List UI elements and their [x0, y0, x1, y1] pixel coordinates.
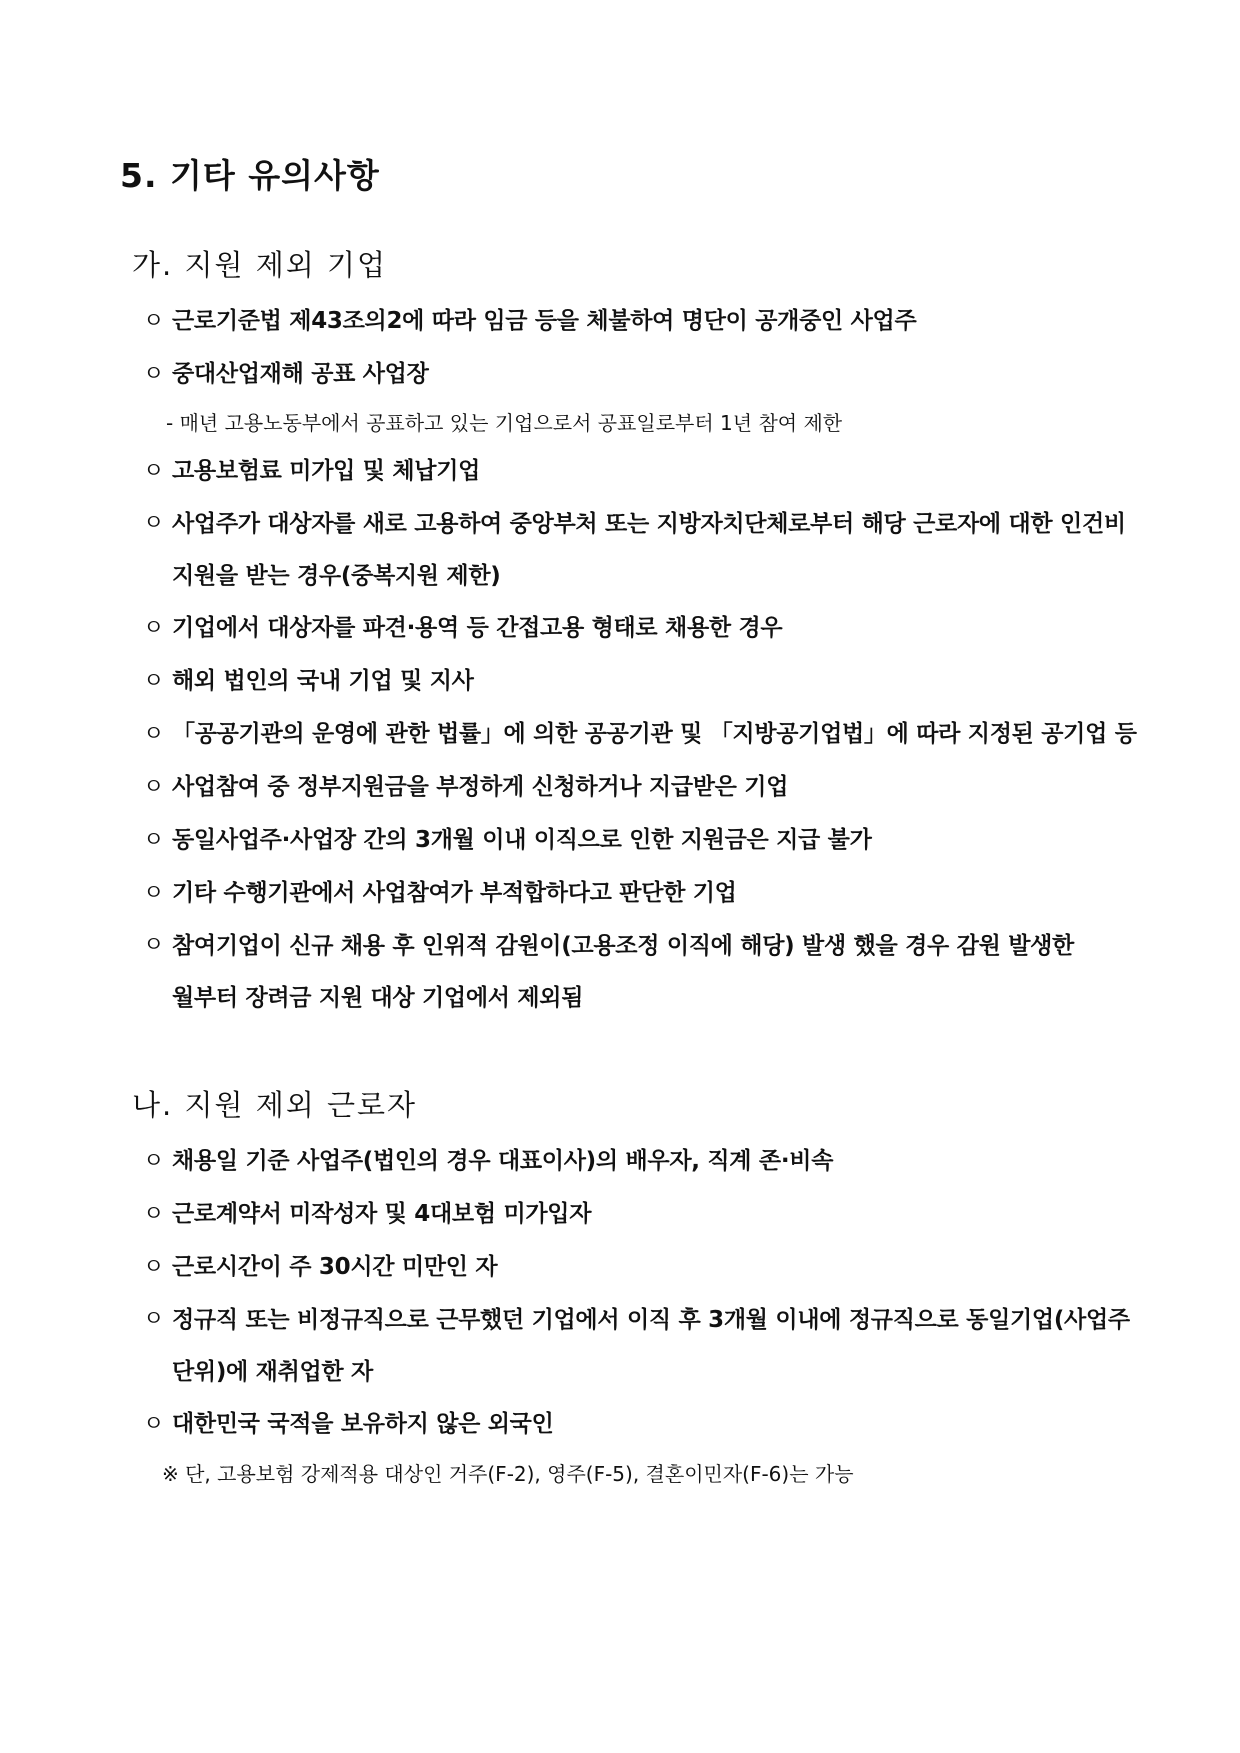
bullet-icon: ㅇ — [143, 1412, 164, 1437]
list-item-text: 「공공기관의 운영에 관한 법률」에 의한 공공기관 및 「지방공기업법」에 따라 지정된 공기업 등 — [172, 721, 1137, 747]
section-title-excluded-companies: 가. 지원 제외 기업 — [132, 248, 387, 282]
bullet-icon: ㅇ — [143, 933, 164, 958]
list-item — [0, 920, 1240, 1024]
list-item-text: 근로기준법 제43조의2에 따라 임금 등을 체불하여 명단이 공개중인 사업주 — [172, 308, 917, 334]
bullet-icon: ㅇ — [143, 828, 164, 853]
bullet-icon: ㅇ — [143, 309, 164, 334]
list-item-text: 사업참여 중 정부지원금을 부정하게 신청하거나 지급받은 기업 — [172, 774, 789, 800]
list-item — [0, 761, 1240, 814]
list-item — [0, 1294, 1240, 1398]
bullet-icon: ㅇ — [143, 669, 164, 694]
list-item — [0, 295, 1240, 348]
list-item-text: 해외 법인의 국내 기업 및 지사 — [172, 668, 474, 694]
list-item-text: 기업에서 대상자를 파견·용역 등 간접고용 형태로 채용한 경우 — [172, 615, 783, 641]
bullet-icon: ㅇ — [143, 1149, 164, 1174]
section-title-excluded-workers: 나. 지원 제외 근로자 — [132, 1088, 417, 1122]
list-item — [0, 602, 1240, 655]
sub-note: - 매년 고용노동부에서 공표하고 있는 기업으로서 공표일로부터 1년 참여 제한 — [166, 411, 843, 435]
list-item — [0, 348, 1240, 401]
list-item — [0, 655, 1240, 708]
list-item — [0, 498, 1240, 602]
excluded-companies-list — [0, 295, 1240, 1024]
bullet-icon: ㅇ — [143, 722, 164, 747]
list-item-text: 동일사업주·사업장 간의 3개월 이내 이직으로 인한 지원금은 지급 불가 — [172, 827, 872, 853]
bullet-icon: ㅇ — [143, 616, 164, 641]
list-item — [0, 445, 1240, 498]
bullet-icon: ㅇ — [143, 459, 164, 484]
list-item-text: 중대산업재해 공표 사업장 — [172, 361, 429, 387]
list-item — [0, 708, 1240, 761]
bullet-icon: ㅇ — [143, 1202, 164, 1227]
list-item — [0, 1398, 1240, 1451]
list-item-text: 대한민국 국적을 보유하지 않은 외국인 — [172, 1411, 554, 1437]
list-item — [0, 867, 1240, 920]
list-item-text: 근로시간이 주 30시간 미만인 자 — [172, 1254, 498, 1280]
exception-note: ※ 단, 고용보험 강제적용 대상인 거주(F-2), 영주(F-5), 결혼이민자(F-6)는 가능 — [162, 1462, 854, 1486]
bullet-icon: ㅇ — [143, 881, 164, 906]
list-item-text: 사업주가 대상자를 새로 고용하여 중앙부처 또는 지방자치단체로부터 해당 근로자에 대한 인건비 지원을 받는 경우(중복지원 제한) — [172, 511, 1126, 589]
bullet-icon: ㅇ — [143, 1307, 164, 1332]
list-item-text: 채용일 기준 사업주(법인의 경우 대표이사)의 배우자, 직계 존·비속 — [172, 1148, 834, 1174]
list-item — [0, 1188, 1240, 1241]
list-item — [0, 1135, 1240, 1188]
section-excluded-workers — [0, 1085, 1240, 1497]
list-item-text: 근로계약서 미작성자 및 4대보험 미가입자 — [172, 1201, 592, 1227]
list-item — [0, 814, 1240, 867]
list-item-text: 고용보험료 미가입 및 체납기업 — [172, 458, 481, 484]
list-item-text: 정규직 또는 비정규직으로 근무했던 기업에서 이직 후 3개월 이내에 정규직으로 동일기업(사업주 단위)에 재취업한 자 — [172, 1307, 1130, 1385]
list-item-text: 참여기업이 신규 채용 후 인위적 감원이(고용조정 이직에 해당) 발생 했을 경우 감원 발생한 월부터 장려금 지원 대상 기업에서 제외됨 — [172, 933, 1074, 1011]
excluded-workers-list — [0, 1135, 1240, 1497]
list-item-text: 기타 수행기관에서 사업참여가 부적합하다고 판단한 기업 — [172, 880, 737, 906]
page-title: 5. 기타 유의사항 — [120, 156, 380, 195]
list-item — [0, 1241, 1240, 1294]
bullet-icon: ㅇ — [143, 1255, 164, 1280]
section-excluded-companies — [0, 245, 1240, 1024]
bullet-icon: ㅇ — [143, 362, 164, 387]
bullet-icon: ㅇ — [143, 775, 164, 800]
bullet-icon: ㅇ — [143, 511, 164, 536]
